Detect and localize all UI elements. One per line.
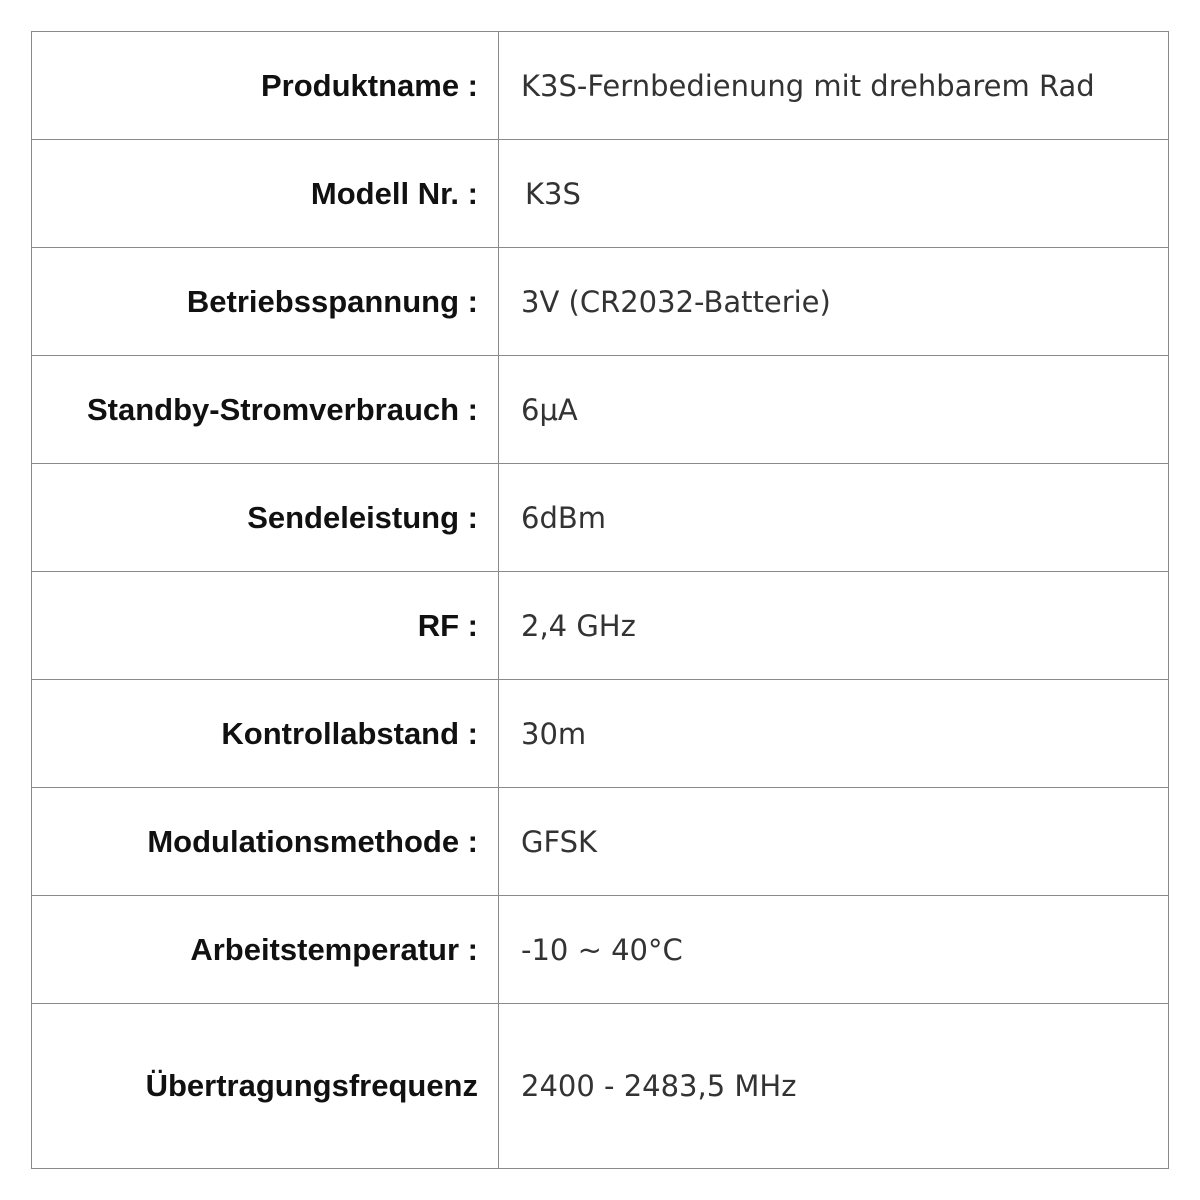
spec-value: 6dBm [521,500,607,535]
spec-label: Übertragungsfrequenz [32,1004,499,1168]
spec-label: Betriebsspannung : [32,248,499,355]
spec-row-control-distance [32,680,1168,788]
spec-row-model-number [32,140,1168,248]
spec-row-transmission-frequency [32,1004,1168,1168]
spec-value: 2400 - 2483,5 MHz [521,1069,797,1103]
spec-row-transmit-power [32,464,1168,572]
spec-label: RF : [32,572,499,679]
spec-value: 2,4 GHz [521,608,636,643]
spec-label: Modell Nr. : [32,140,499,247]
spec-row-product-name [32,32,1168,140]
spec-row-rf [32,572,1168,680]
spec-label: Modulationsmethode : [32,788,499,895]
spec-label: Sendeleistung : [32,464,499,571]
spec-value: 6μA [521,392,578,427]
spec-value: K3S [525,176,581,211]
spec-label: Kontrollabstand : [32,680,499,787]
spec-value: 3V (CR2032-Batterie) [521,284,831,319]
spec-row-modulation-method [32,788,1168,896]
spec-value: -10 ~ 40°C [521,932,683,967]
spec-label: Produktname : [32,32,499,139]
spec-table [31,31,1169,1169]
spec-row-operating-voltage [32,248,1168,356]
spec-value: 30m [521,716,587,751]
spec-value: GFSK [521,824,598,859]
spec-label: Standby-Stromverbrauch : [32,356,499,463]
spec-row-standby-current [32,356,1168,464]
spec-value: K3S-Fernbedienung mit drehbarem Rad [521,68,1095,103]
spec-row-working-temperature [32,896,1168,1004]
spec-label: Arbeitstemperatur : [32,896,499,1003]
